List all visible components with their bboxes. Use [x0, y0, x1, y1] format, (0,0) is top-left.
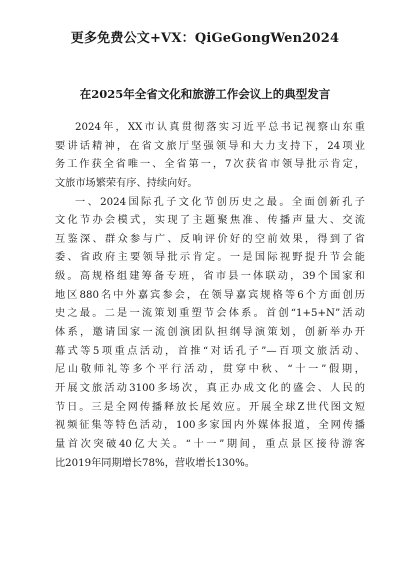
text-line: 幕式等5项重点活动，首推“对话孔子”—百项文旅活动、 [55, 345, 365, 357]
text-line: 级。高规格组建筹备专班，省市县一体联动，39个国家和 [55, 271, 365, 283]
document-body [55, 119, 365, 473]
text-line: 尼山敬师礼等多个平行活动，贯穿中秋、“十一”假期， [55, 364, 365, 376]
text-line: 开展文旅活动3100多场次，真正办成文化的盛会、人民的 [55, 382, 365, 394]
text-line: 2024年，XX市认真贯彻落实习近平总书记视察山东重 [75, 122, 365, 133]
paragraph-1 [55, 119, 365, 194]
text-line: 量首次突破40亿大关。“十一”期间，重点景区接待游客 [55, 438, 365, 450]
text-line: 节日。三是全网传播释放长尾效应。开展全球Z世代图文短 [55, 401, 365, 413]
document-title: 在2025年全省文化和旅游工作会议上的典型发言 [79, 87, 331, 101]
paragraph-2 [55, 194, 365, 474]
text-line: 比2019年同期增长78%，营收增长130%。 [55, 457, 255, 469]
text-line: 体系，邀请国家一流创演团队担纲导演策划，创新举办开 [55, 327, 365, 339]
text-line: 务工作获全省唯一、全省第一，7次获省市领导批示肯定， [55, 159, 365, 171]
text-line: 地区880名中外嘉宾参会，在领导嘉宾规格等6个方面创历 [55, 289, 365, 301]
text-line: 一、2024国际孔子文化节创历史之最。全面创新孔子 [75, 196, 365, 208]
text-line: 要讲话精神，在省文旅厅坚强领导和大力支持下，24项业 [55, 140, 365, 152]
text-line: 史之最。二是一流策划重塑节会体系。首创“1+5+N”活动 [55, 308, 365, 320]
text-line: 互鉴深、群众参与广、反响评价好的空前效果，得到了省 [55, 233, 365, 245]
page-header: 更多免费公文+VX：QiGeGongWen2024 [70, 31, 340, 46]
text-line: 文化节办会模式，实现了主题聚焦准、传播声量大、交流 [55, 215, 365, 227]
text-line: 文旅市场繁荣有序、持续向好。 [55, 177, 198, 189]
text-line: 视频征集等特色活动，100多家国内外媒体报道，全网传播 [55, 420, 365, 432]
text-line: 委、省政府主要领导批示肯定。一是国际视野提升节会能 [55, 252, 365, 264]
